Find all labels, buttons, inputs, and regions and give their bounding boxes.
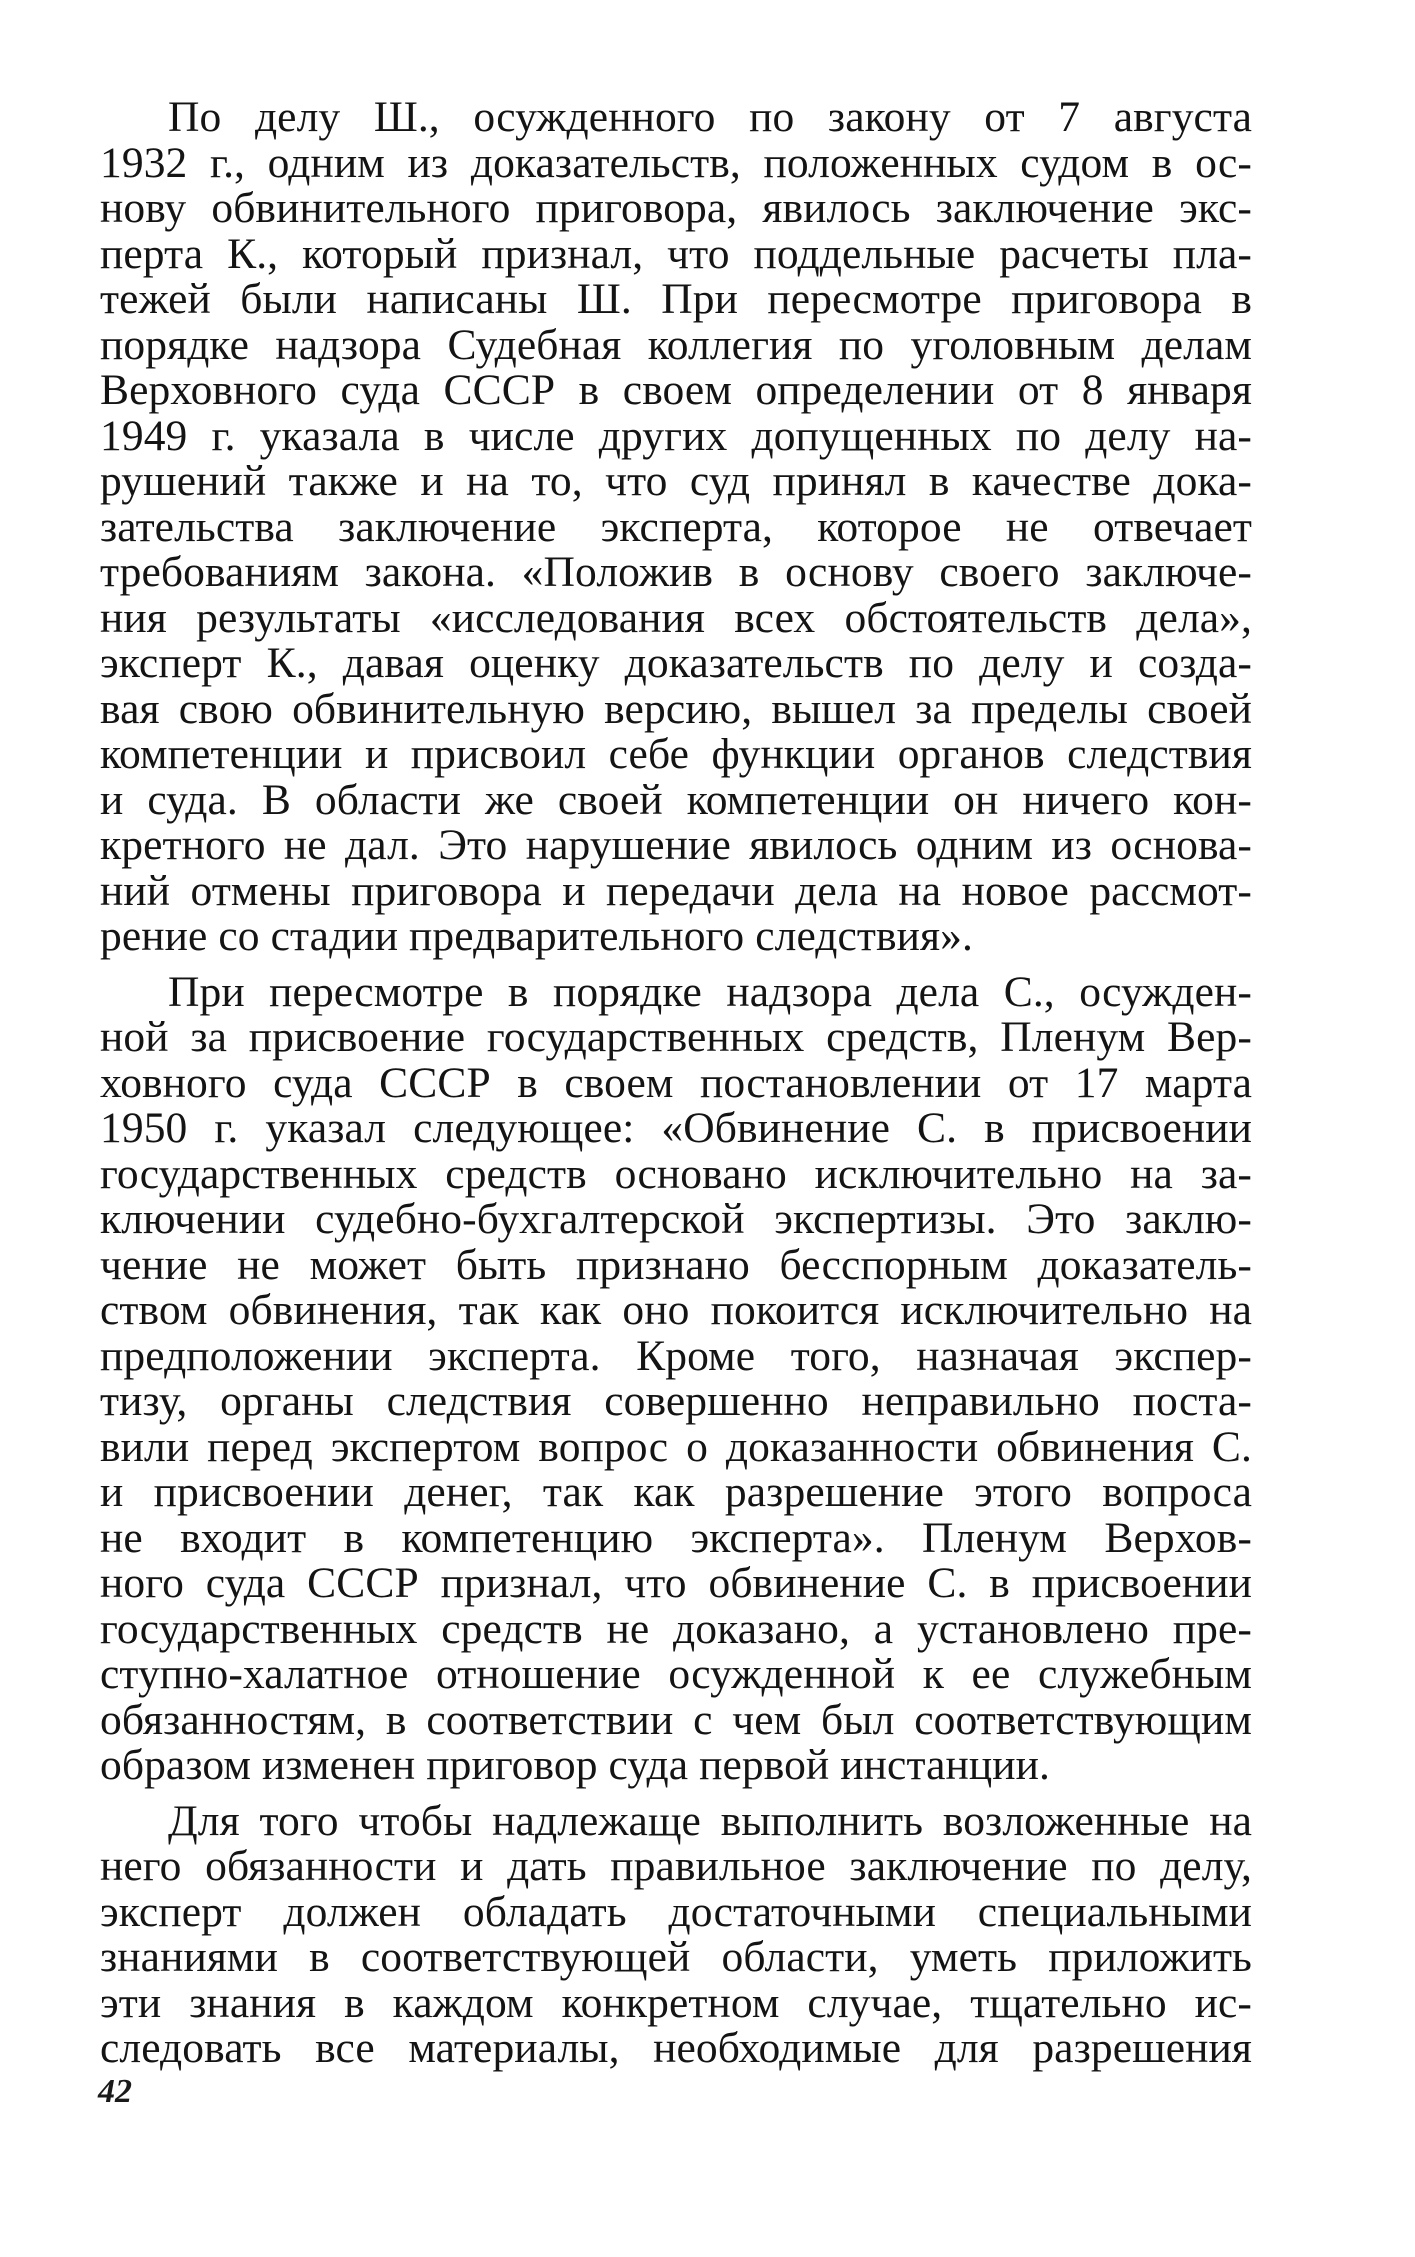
text-line: чение не может быть признано бесспорным доказатель- bbox=[100, 1240, 1252, 1289]
text-line: кретного не дал. Это нарушение явилось одним из основа- bbox=[100, 821, 1252, 869]
text-line: эти знания в каждом конкретном случае, тщательно ис- bbox=[100, 1978, 1252, 2027]
text-line: ключении судебно-бухгалтерской экспертизы. Это заклю- bbox=[100, 1195, 1252, 1243]
text-line: вая свою обвинительную версию, вышел за пределы своей bbox=[100, 684, 1252, 733]
text-line: тежей были написаны Ш. При пересмотре приговора в bbox=[100, 275, 1252, 323]
text-line: ного суда СССР признал, что обвинение С. в присвоении bbox=[100, 1559, 1252, 1607]
text-line: эксперт должен обладать достаточными специальными bbox=[100, 1887, 1252, 1936]
text-line: ховного суда СССР в своем постановлении от 17 марта bbox=[100, 1058, 1252, 1107]
text-line: порядке надзора Судебная коллегия по уголовным делам bbox=[100, 320, 1252, 369]
text-line: знаниями в соответствующей области, уметь приложить bbox=[100, 1933, 1252, 1981]
text-line: ний отмены приговора и передачи дела на новое рассмот- bbox=[100, 866, 1252, 915]
paragraph-2 bbox=[100, 967, 1252, 1789]
text-line: не входит в компетенцию эксперта». Пленум Верхов- bbox=[100, 1513, 1252, 1562]
text-line: нову обвинительного приговора, явилось заключение экс- bbox=[100, 184, 1252, 232]
text-line: государственных средств основано исключительно на за- bbox=[100, 1149, 1252, 1198]
text-line: него обязанности и дать правильное заключение по делу, bbox=[100, 1842, 1252, 1890]
text-line: и суда. В области же своей компетенции он ничего кон- bbox=[100, 775, 1252, 824]
text-line: тизу, органы следствия совершенно неправильно поста- bbox=[100, 1377, 1252, 1425]
text-line: зательства заключение эксперта, которое не отвечает bbox=[100, 502, 1252, 551]
text-line: следовать все материалы, необходимые для разрешения bbox=[100, 2024, 1252, 2072]
paragraph-1 bbox=[100, 95, 1252, 960]
text-line: перта К., который признал, что поддельные расчеты пла- bbox=[100, 229, 1252, 278]
text-line: обязанностям, в соответствии с чем был соответствующим bbox=[100, 1695, 1252, 1744]
text-line: По делу Ш., осужденного по закону от 7 августа bbox=[168, 93, 1252, 141]
paragraph-3 bbox=[100, 1796, 1252, 2072]
text-line: эксперт К., давая оценку доказательств по делу и созда- bbox=[100, 639, 1252, 687]
text-line: государственных средств не доказано, а установлено пре- bbox=[100, 1604, 1252, 1653]
text-line: вили перед экспертом вопрос о доказанности обвинения С. bbox=[100, 1422, 1252, 1471]
text-line: Для того чтобы надлежаще выполнить возложенные на bbox=[168, 1796, 1252, 1845]
page-number: 42 bbox=[98, 2073, 132, 2110]
text-line: компетенции и присвоил себе функции органов следствия bbox=[100, 730, 1252, 778]
text-line: требованиям закона. «Положив в основу своего заключе- bbox=[100, 548, 1252, 596]
text-line: ния результаты «исследования всех обстоятельств дела», bbox=[100, 593, 1252, 642]
text-line: рушений также и на то, что суд принял в качестве дока- bbox=[100, 457, 1252, 505]
text-line: 1950 г. указал следующее: «Обвинение С. в присвоении bbox=[100, 1104, 1252, 1152]
text-line: 1949 г. указала в числе других допущенных по делу на- bbox=[100, 411, 1252, 460]
text-line: Верховного суда СССР в своем определении от 8 января bbox=[100, 366, 1252, 414]
text-line: При пересмотре в порядке надзора дела С., осужден- bbox=[168, 967, 1252, 1016]
text-line: и присвоении денег, так как разрешение этого вопроса bbox=[100, 1468, 1252, 1516]
text-line: ступно-халатное отношение осужденной к ее служебным bbox=[100, 1650, 1252, 1698]
text-line: образом изменен приговор суда первой инстанции. bbox=[100, 1741, 1050, 1789]
text-line: ством обвинения, так как оно покоится исключительно на bbox=[100, 1286, 1252, 1334]
page-body bbox=[100, 95, 1252, 2072]
text-line: ной за присвоение государственных средств, Пленум Вер- bbox=[100, 1013, 1252, 1061]
text-line: рение со стадии предварительного следствия». bbox=[100, 912, 973, 960]
text-line: 1932 г., одним из доказательств, положенных судом в ос- bbox=[100, 138, 1252, 187]
text-line: предположении эксперта. Кроме того, назначая экспер- bbox=[100, 1331, 1252, 1380]
